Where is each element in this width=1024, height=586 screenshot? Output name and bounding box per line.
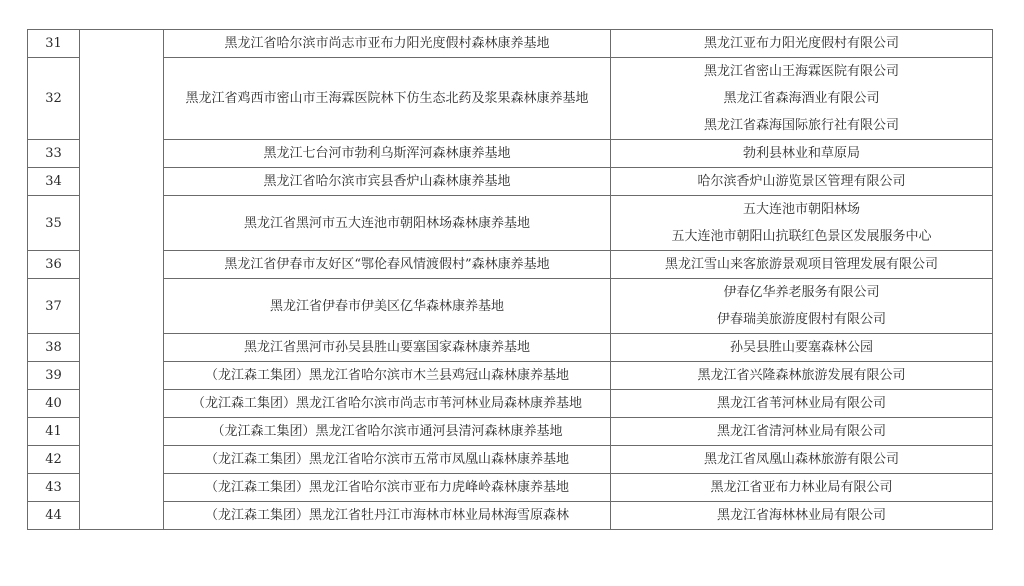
table-row [28, 446, 993, 474]
operator-company-name: 五大连池市朝阳林场 [742, 202, 860, 217]
row-number: 42 [28, 446, 80, 474]
base-name-cell: 黑龙江省伊春市伊美区亿华森林康养基地 [164, 279, 611, 334]
base-name-cell: （龙江森工集团）黑龙江省哈尔滨市尚志市苇河林业局森林康养基地 [164, 390, 611, 418]
operator-company-cell [611, 474, 993, 502]
base-name-cell: 黑龙江省哈尔滨市宾县香炉山森林康养基地 [164, 168, 611, 196]
table-row [28, 168, 993, 196]
operator-company-cell [611, 168, 993, 196]
base-name-cell: （龙江森工集团）黑龙江省哈尔滨市通河县清河森林康养基地 [164, 418, 611, 446]
table-row [28, 334, 993, 362]
operator-company-name: 黑龙江省海林林业局有限公司 [716, 508, 886, 523]
operator-company-name: 黑龙江省亚布力林业局有限公司 [710, 480, 893, 495]
row-number: 36 [28, 251, 80, 279]
row-number: 41 [28, 418, 80, 446]
row-number: 40 [28, 390, 80, 418]
operator-company-cell [611, 502, 993, 530]
operator-company-cell [611, 251, 993, 279]
row-number: 39 [28, 362, 80, 390]
operator-company-cell [611, 30, 993, 58]
operator-company-name: 伊春瑞美旅游度假村有限公司 [716, 312, 886, 327]
operator-company-cell [611, 334, 993, 362]
operator-company-cell [611, 362, 993, 390]
base-name-cell: （龙江森工集团）黑龙江省哈尔滨市木兰县鸡冠山森林康养基地 [164, 362, 611, 390]
operator-company-name: 伊春亿华养老服务有限公司 [723, 285, 880, 300]
base-name-cell: 黑龙江省哈尔滨市尚志市亚布力阳光度假村森林康养基地 [164, 30, 611, 58]
row-number: 33 [28, 140, 80, 168]
table-row [28, 279, 993, 334]
row-number: 31 [28, 30, 80, 58]
operator-company-cell [611, 390, 993, 418]
operator-company-name: 勃利县林业和草原局 [742, 146, 860, 161]
base-name-cell: （龙江森工集团）黑龙江省哈尔滨市五常市凤凰山森林康养基地 [164, 446, 611, 474]
table-row [28, 58, 993, 140]
base-name-cell: 黑龙江七台河市勃利乌斯浑河森林康养基地 [164, 140, 611, 168]
operator-company-name: 黑龙江省兴隆森林旅游发展有限公司 [697, 368, 906, 383]
operator-company-name: 黑龙江省清河林业局有限公司 [716, 424, 886, 439]
base-name-cell: （龙江森工集团）黑龙江省牡丹江市海林市林业局林海雪原森林 [164, 502, 611, 530]
operator-company-name: 黑龙江亚布力阳光度假村有限公司 [703, 36, 899, 51]
forest-wellness-base-table [27, 29, 993, 530]
row-number: 37 [28, 279, 80, 334]
operator-company-cell [611, 279, 993, 334]
row-number: 44 [28, 502, 80, 530]
row-number: 32 [28, 58, 80, 140]
operator-company-name: 哈尔滨香炉山游览景区管理有限公司 [697, 174, 906, 189]
operator-company-name: 黑龙江省森海国际旅行社有限公司 [703, 118, 899, 133]
row-number: 38 [28, 334, 80, 362]
operator-company-cell [611, 58, 993, 140]
table-row [28, 390, 993, 418]
operator-company-name: 黑龙江省苇河林业局有限公司 [716, 396, 886, 411]
operator-company-cell [611, 418, 993, 446]
table-row [28, 418, 993, 446]
table-row [28, 196, 993, 251]
table-row [28, 30, 993, 58]
merged-empty-column [80, 30, 164, 530]
operator-company-cell [611, 140, 993, 168]
base-name-cell: （龙江森工集团）黑龙江省哈尔滨市亚布力虎峰岭森林康养基地 [164, 474, 611, 502]
row-number: 43 [28, 474, 80, 502]
table-row [28, 502, 993, 530]
operator-company-cell [611, 446, 993, 474]
table-row [28, 251, 993, 279]
table-row [28, 474, 993, 502]
operator-company-name: 黑龙江省密山王海霖医院有限公司 [703, 64, 899, 79]
table-body [28, 30, 993, 530]
operator-company-name: 孙吴县胜山要塞森林公园 [729, 340, 873, 355]
operator-company-name: 五大连池市朝阳山抗联红色景区发展服务中心 [671, 229, 932, 244]
base-name-cell: 黑龙江省黑河市五大连池市朝阳林场森林康养基地 [164, 196, 611, 251]
operator-company-name: 黑龙江雪山来客旅游景观项目管理发展有限公司 [664, 257, 938, 272]
operator-company-name: 黑龙江省凤凰山森林旅游有限公司 [703, 452, 899, 467]
base-name-cell: 黑龙江省黑河市孙吴县胜山要塞国家森林康养基地 [164, 334, 611, 362]
table-row [28, 362, 993, 390]
base-name-cell: 黑龙江省伊春市友好区“鄂伦春风情渡假村”森林康养基地 [164, 251, 611, 279]
base-name-cell: 黑龙江省鸡西市密山市王海霖医院林下仿生态北药及浆果森林康养基地 [164, 58, 611, 140]
row-number: 34 [28, 168, 80, 196]
table-row [28, 140, 993, 168]
operator-company-cell [611, 196, 993, 251]
operator-company-name: 黑龙江省森海酒业有限公司 [723, 91, 880, 106]
row-number: 35 [28, 196, 80, 251]
